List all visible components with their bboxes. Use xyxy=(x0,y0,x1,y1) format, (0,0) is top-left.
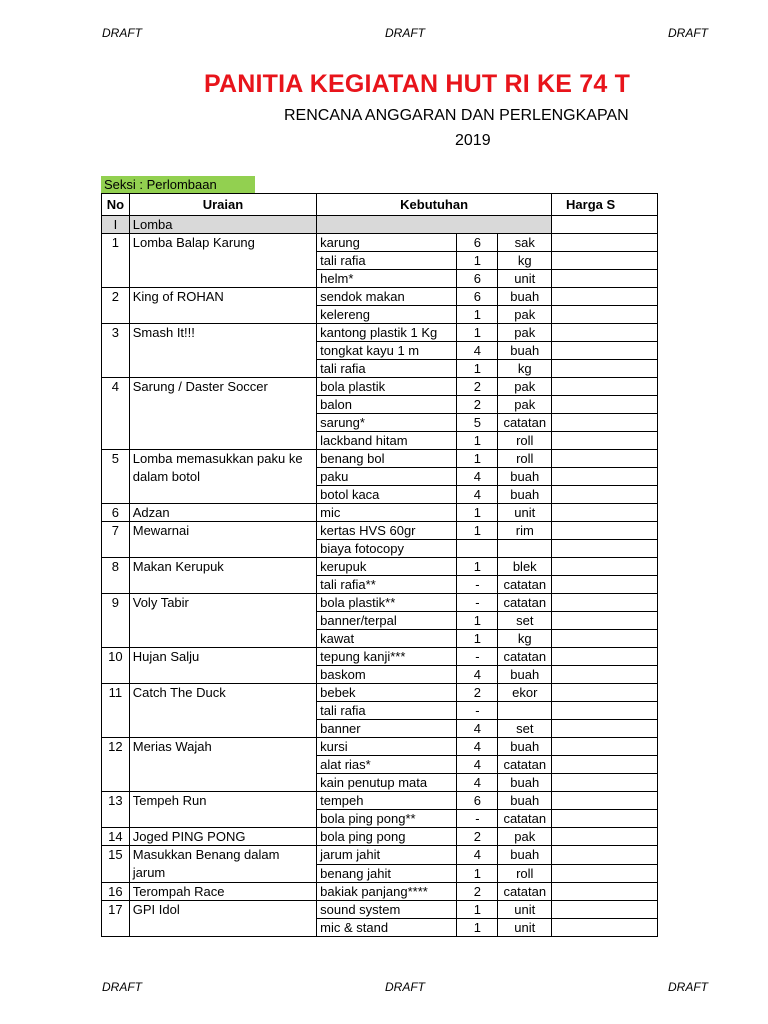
kebutuhan-item: tali rafia xyxy=(317,252,457,270)
item-uraian: Tempeh Run xyxy=(129,792,316,828)
kebutuhan-qty: 1 xyxy=(457,919,498,937)
item-no: 10 xyxy=(102,648,130,684)
table-row xyxy=(102,558,658,576)
harga-cell xyxy=(552,540,658,558)
table-row xyxy=(102,792,658,810)
kebutuhan-item: paku xyxy=(317,468,457,486)
kebutuhan-qty: 4 xyxy=(457,738,498,756)
harga-cell xyxy=(552,432,658,450)
watermark-top-left: DRAFT xyxy=(102,26,142,40)
item-no: 13 xyxy=(102,792,130,828)
harga-cell xyxy=(552,234,658,252)
harga-cell xyxy=(552,883,658,901)
table-row xyxy=(102,648,658,666)
table-row xyxy=(102,846,658,865)
harga-cell xyxy=(552,738,658,756)
kebutuhan-item: bola ping pong** xyxy=(317,810,457,828)
item-uraian: Voly Tabir xyxy=(129,594,316,648)
kebutuhan-unit: unit xyxy=(498,919,552,937)
kebutuhan-unit: buah xyxy=(498,792,552,810)
kebutuhan-item: tali rafia xyxy=(317,702,457,720)
kebutuhan-item: tali rafia** xyxy=(317,576,457,594)
harga-cell xyxy=(552,864,658,883)
kebutuhan-unit xyxy=(498,540,552,558)
kebutuhan-unit: buah xyxy=(498,288,552,306)
harga-cell xyxy=(552,396,658,414)
kebutuhan-qty: 6 xyxy=(457,270,498,288)
kebutuhan-item: mic xyxy=(317,504,457,522)
item-uraian: Smash It!!! xyxy=(129,324,316,378)
kebutuhan-qty: 4 xyxy=(457,720,498,738)
watermark-top-right: DRAFT xyxy=(668,26,708,40)
kebutuhan-qty: 2 xyxy=(457,883,498,901)
harga-cell xyxy=(552,756,658,774)
kebutuhan-unit: pak xyxy=(498,396,552,414)
harga-cell xyxy=(552,252,658,270)
item-uraian: Catch The Duck xyxy=(129,684,316,738)
kebutuhan-item: kantong plastik 1 Kg xyxy=(317,324,457,342)
item-no: 17 xyxy=(102,901,130,937)
harga-cell xyxy=(552,468,658,486)
item-no: 4 xyxy=(102,378,130,450)
kebutuhan-unit: kg xyxy=(498,360,552,378)
kebutuhan-unit: roll xyxy=(498,864,552,883)
item-no: 14 xyxy=(102,828,130,846)
kebutuhan-qty: - xyxy=(457,702,498,720)
kebutuhan-qty: 1 xyxy=(457,450,498,468)
kebutuhan-qty: 4 xyxy=(457,486,498,504)
col-header-kebutuhan: Kebutuhan xyxy=(317,194,552,216)
table-row xyxy=(102,883,658,901)
item-uraian: Mewarnai xyxy=(129,522,316,558)
kebutuhan-unit: buah xyxy=(498,774,552,792)
table-header-row xyxy=(102,194,658,216)
harga-cell xyxy=(552,576,658,594)
kebutuhan-unit: set xyxy=(498,720,552,738)
kebutuhan-item: tepung kanji*** xyxy=(317,648,457,666)
item-no: 16 xyxy=(102,883,130,901)
section-label: Lomba xyxy=(129,216,316,234)
kebutuhan-unit: buah xyxy=(498,468,552,486)
kebutuhan-qty: 1 xyxy=(457,306,498,324)
section-row xyxy=(102,216,658,234)
kebutuhan-unit: unit xyxy=(498,901,552,919)
kebutuhan-item: kertas HVS 60gr xyxy=(317,522,457,540)
kebutuhan-qty: 2 xyxy=(457,378,498,396)
item-uraian: Masukkan Benang dalam jarum xyxy=(129,846,316,883)
seksi-label: Seksi : Perlombaan xyxy=(101,176,255,193)
item-no: 5 xyxy=(102,450,130,504)
kebutuhan-unit: catatan xyxy=(498,756,552,774)
kebutuhan-item: tempeh xyxy=(317,792,457,810)
harga-cell xyxy=(552,810,658,828)
harga-cell xyxy=(552,792,658,810)
kebutuhan-unit: kg xyxy=(498,252,552,270)
harga-cell xyxy=(552,504,658,522)
kebutuhan-qty: 2 xyxy=(457,396,498,414)
kebutuhan-qty: 6 xyxy=(457,234,498,252)
harga-cell xyxy=(552,720,658,738)
kebutuhan-item: tali rafia xyxy=(317,360,457,378)
watermark-bottom-left: DRAFT xyxy=(102,980,142,994)
item-no: 6 xyxy=(102,504,130,522)
kebutuhan-qty: - xyxy=(457,648,498,666)
kebutuhan-qty: 1 xyxy=(457,558,498,576)
item-no: 15 xyxy=(102,846,130,883)
kebutuhan-unit: catatan xyxy=(498,648,552,666)
item-no: 9 xyxy=(102,594,130,648)
kebutuhan-qty: 1 xyxy=(457,864,498,883)
table-row xyxy=(102,234,658,252)
kebutuhan-item: kursi xyxy=(317,738,457,756)
harga-cell xyxy=(552,378,658,396)
kebutuhan-qty: 1 xyxy=(457,901,498,919)
table-row xyxy=(102,288,658,306)
kebutuhan-unit: catatan xyxy=(498,414,552,432)
harga-cell xyxy=(552,666,658,684)
kebutuhan-item: bakiak panjang**** xyxy=(317,883,457,901)
document-subtitle: RENCANA ANGGARAN DAN PERLENGKAPAN xyxy=(284,107,629,124)
kebutuhan-qty: - xyxy=(457,576,498,594)
kebutuhan-item: jarum jahit xyxy=(317,846,457,865)
col-header-harga: Harga S xyxy=(552,194,658,216)
table-row xyxy=(102,324,658,342)
kebutuhan-item: benang bol xyxy=(317,450,457,468)
table-row xyxy=(102,504,658,522)
table-row xyxy=(102,901,658,919)
kebutuhan-item: kawat xyxy=(317,630,457,648)
kebutuhan-qty: 1 xyxy=(457,360,498,378)
kebutuhan-unit: sak xyxy=(498,234,552,252)
kebutuhan-item: mic & stand xyxy=(317,919,457,937)
section-no: I xyxy=(102,216,130,234)
kebutuhan-unit: buah xyxy=(498,666,552,684)
harga-cell xyxy=(552,486,658,504)
kebutuhan-item: banner xyxy=(317,720,457,738)
item-no: 1 xyxy=(102,234,130,288)
kebutuhan-unit xyxy=(498,702,552,720)
item-uraian: Adzan xyxy=(129,504,316,522)
table-row xyxy=(102,378,658,396)
harga-cell xyxy=(552,828,658,846)
kebutuhan-unit: buah xyxy=(498,846,552,865)
kebutuhan-item: helm* xyxy=(317,270,457,288)
harga-cell xyxy=(552,901,658,919)
kebutuhan-unit: pak xyxy=(498,324,552,342)
kebutuhan-item: biaya fotocopy xyxy=(317,540,457,558)
table-row xyxy=(102,738,658,756)
kebutuhan-unit: catatan xyxy=(498,810,552,828)
kebutuhan-item: banner/terpal xyxy=(317,612,457,630)
kebutuhan-unit: pak xyxy=(498,306,552,324)
kebutuhan-qty: 4 xyxy=(457,846,498,865)
item-no: 2 xyxy=(102,288,130,324)
item-uraian: GPI Idol xyxy=(129,901,316,937)
kebutuhan-unit: kg xyxy=(498,630,552,648)
kebutuhan-unit: rim xyxy=(498,522,552,540)
kebutuhan-qty: 1 xyxy=(457,630,498,648)
kebutuhan-unit: buah xyxy=(498,486,552,504)
item-uraian: Lomba memasukkan paku ke dalam botol xyxy=(129,450,316,504)
table-row xyxy=(102,522,658,540)
harga-cell xyxy=(552,846,658,865)
col-header-no: No xyxy=(102,194,130,216)
kebutuhan-qty: 5 xyxy=(457,414,498,432)
kebutuhan-item: kelereng xyxy=(317,306,457,324)
watermark-bottom-center: DRAFT xyxy=(385,980,425,994)
harga-cell xyxy=(552,919,658,937)
kebutuhan-unit: catatan xyxy=(498,883,552,901)
kebutuhan-qty: 1 xyxy=(457,432,498,450)
kebutuhan-item: bola ping pong xyxy=(317,828,457,846)
harga-cell xyxy=(552,774,658,792)
harga-cell xyxy=(552,612,658,630)
budget-table xyxy=(101,193,658,937)
item-no: 8 xyxy=(102,558,130,594)
kebutuhan-item: benang jahit xyxy=(317,864,457,883)
kebutuhan-item: tongkat kayu 1 m xyxy=(317,342,457,360)
harga-cell xyxy=(552,414,658,432)
kebutuhan-item: bola plastik xyxy=(317,378,457,396)
harga-cell xyxy=(552,630,658,648)
kebutuhan-qty: 1 xyxy=(457,522,498,540)
harga-cell xyxy=(552,270,658,288)
kebutuhan-unit: buah xyxy=(498,738,552,756)
item-uraian: Hujan Salju xyxy=(129,648,316,684)
harga-cell xyxy=(552,450,658,468)
kebutuhan-qty: 4 xyxy=(457,756,498,774)
kebutuhan-qty: 4 xyxy=(457,666,498,684)
kebutuhan-qty: - xyxy=(457,594,498,612)
item-uraian: Joged PING PONG xyxy=(129,828,316,846)
table-row xyxy=(102,684,658,702)
harga-cell xyxy=(552,288,658,306)
table-row xyxy=(102,594,658,612)
item-uraian: Lomba Balap Karung xyxy=(129,234,316,288)
harga-cell xyxy=(552,702,658,720)
kebutuhan-unit: catatan xyxy=(498,576,552,594)
col-header-uraian: Uraian xyxy=(129,194,316,216)
document-title: PANITIA KEGIATAN HUT RI KE 74 T xyxy=(204,70,631,98)
item-no: 11 xyxy=(102,684,130,738)
watermark-top-center: DRAFT xyxy=(385,26,425,40)
kebutuhan-unit: roll xyxy=(498,432,552,450)
harga-cell xyxy=(552,594,658,612)
kebutuhan-item: sendok makan xyxy=(317,288,457,306)
item-no: 12 xyxy=(102,738,130,792)
kebutuhan-item: botol kaca xyxy=(317,486,457,504)
harga-cell xyxy=(552,324,658,342)
kebutuhan-qty: 6 xyxy=(457,288,498,306)
watermark-bottom-right: DRAFT xyxy=(668,980,708,994)
kebutuhan-item: sarung* xyxy=(317,414,457,432)
kebutuhan-item: kain penutup mata xyxy=(317,774,457,792)
kebutuhan-item: alat rias* xyxy=(317,756,457,774)
harga-cell xyxy=(552,648,658,666)
kebutuhan-qty: 4 xyxy=(457,342,498,360)
kebutuhan-qty: 4 xyxy=(457,468,498,486)
harga-cell xyxy=(552,522,658,540)
kebutuhan-item: karung xyxy=(317,234,457,252)
kebutuhan-item: bebek xyxy=(317,684,457,702)
harga-cell xyxy=(552,684,658,702)
kebutuhan-unit: roll xyxy=(498,450,552,468)
table-row xyxy=(102,450,658,468)
kebutuhan-qty: 2 xyxy=(457,684,498,702)
kebutuhan-item: kerupuk xyxy=(317,558,457,576)
kebutuhan-qty: 6 xyxy=(457,792,498,810)
kebutuhan-qty: - xyxy=(457,810,498,828)
kebutuhan-item: balon xyxy=(317,396,457,414)
kebutuhan-unit: set xyxy=(498,612,552,630)
item-uraian: Makan Kerupuk xyxy=(129,558,316,594)
kebutuhan-item: bola plastik** xyxy=(317,594,457,612)
kebutuhan-item: sound system xyxy=(317,901,457,919)
kebutuhan-item: baskom xyxy=(317,666,457,684)
harga-cell xyxy=(552,306,658,324)
kebutuhan-qty xyxy=(457,540,498,558)
document-year: 2019 xyxy=(455,132,491,149)
item-uraian: Terompah Race xyxy=(129,883,316,901)
item-uraian: Merias Wajah xyxy=(129,738,316,792)
harga-cell xyxy=(552,360,658,378)
item-no: 7 xyxy=(102,522,130,558)
harga-cell xyxy=(552,558,658,576)
kebutuhan-unit: unit xyxy=(498,504,552,522)
kebutuhan-qty: 1 xyxy=(457,504,498,522)
table-body xyxy=(102,216,658,937)
kebutuhan-item: lackband hitam xyxy=(317,432,457,450)
kebutuhan-qty: 2 xyxy=(457,828,498,846)
kebutuhan-unit: pak xyxy=(498,828,552,846)
kebutuhan-unit: pak xyxy=(498,378,552,396)
kebutuhan-qty: 4 xyxy=(457,774,498,792)
kebutuhan-unit: unit xyxy=(498,270,552,288)
kebutuhan-unit: blek xyxy=(498,558,552,576)
item-no: 3 xyxy=(102,324,130,378)
kebutuhan-qty: 1 xyxy=(457,324,498,342)
kebutuhan-qty: 1 xyxy=(457,612,498,630)
kebutuhan-unit: ekor xyxy=(498,684,552,702)
kebutuhan-qty: 1 xyxy=(457,252,498,270)
kebutuhan-unit: buah xyxy=(498,342,552,360)
table-row xyxy=(102,828,658,846)
item-uraian: Sarung / Daster Soccer xyxy=(129,378,316,450)
kebutuhan-unit: catatan xyxy=(498,594,552,612)
item-uraian: King of ROHAN xyxy=(129,288,316,324)
harga-cell xyxy=(552,342,658,360)
